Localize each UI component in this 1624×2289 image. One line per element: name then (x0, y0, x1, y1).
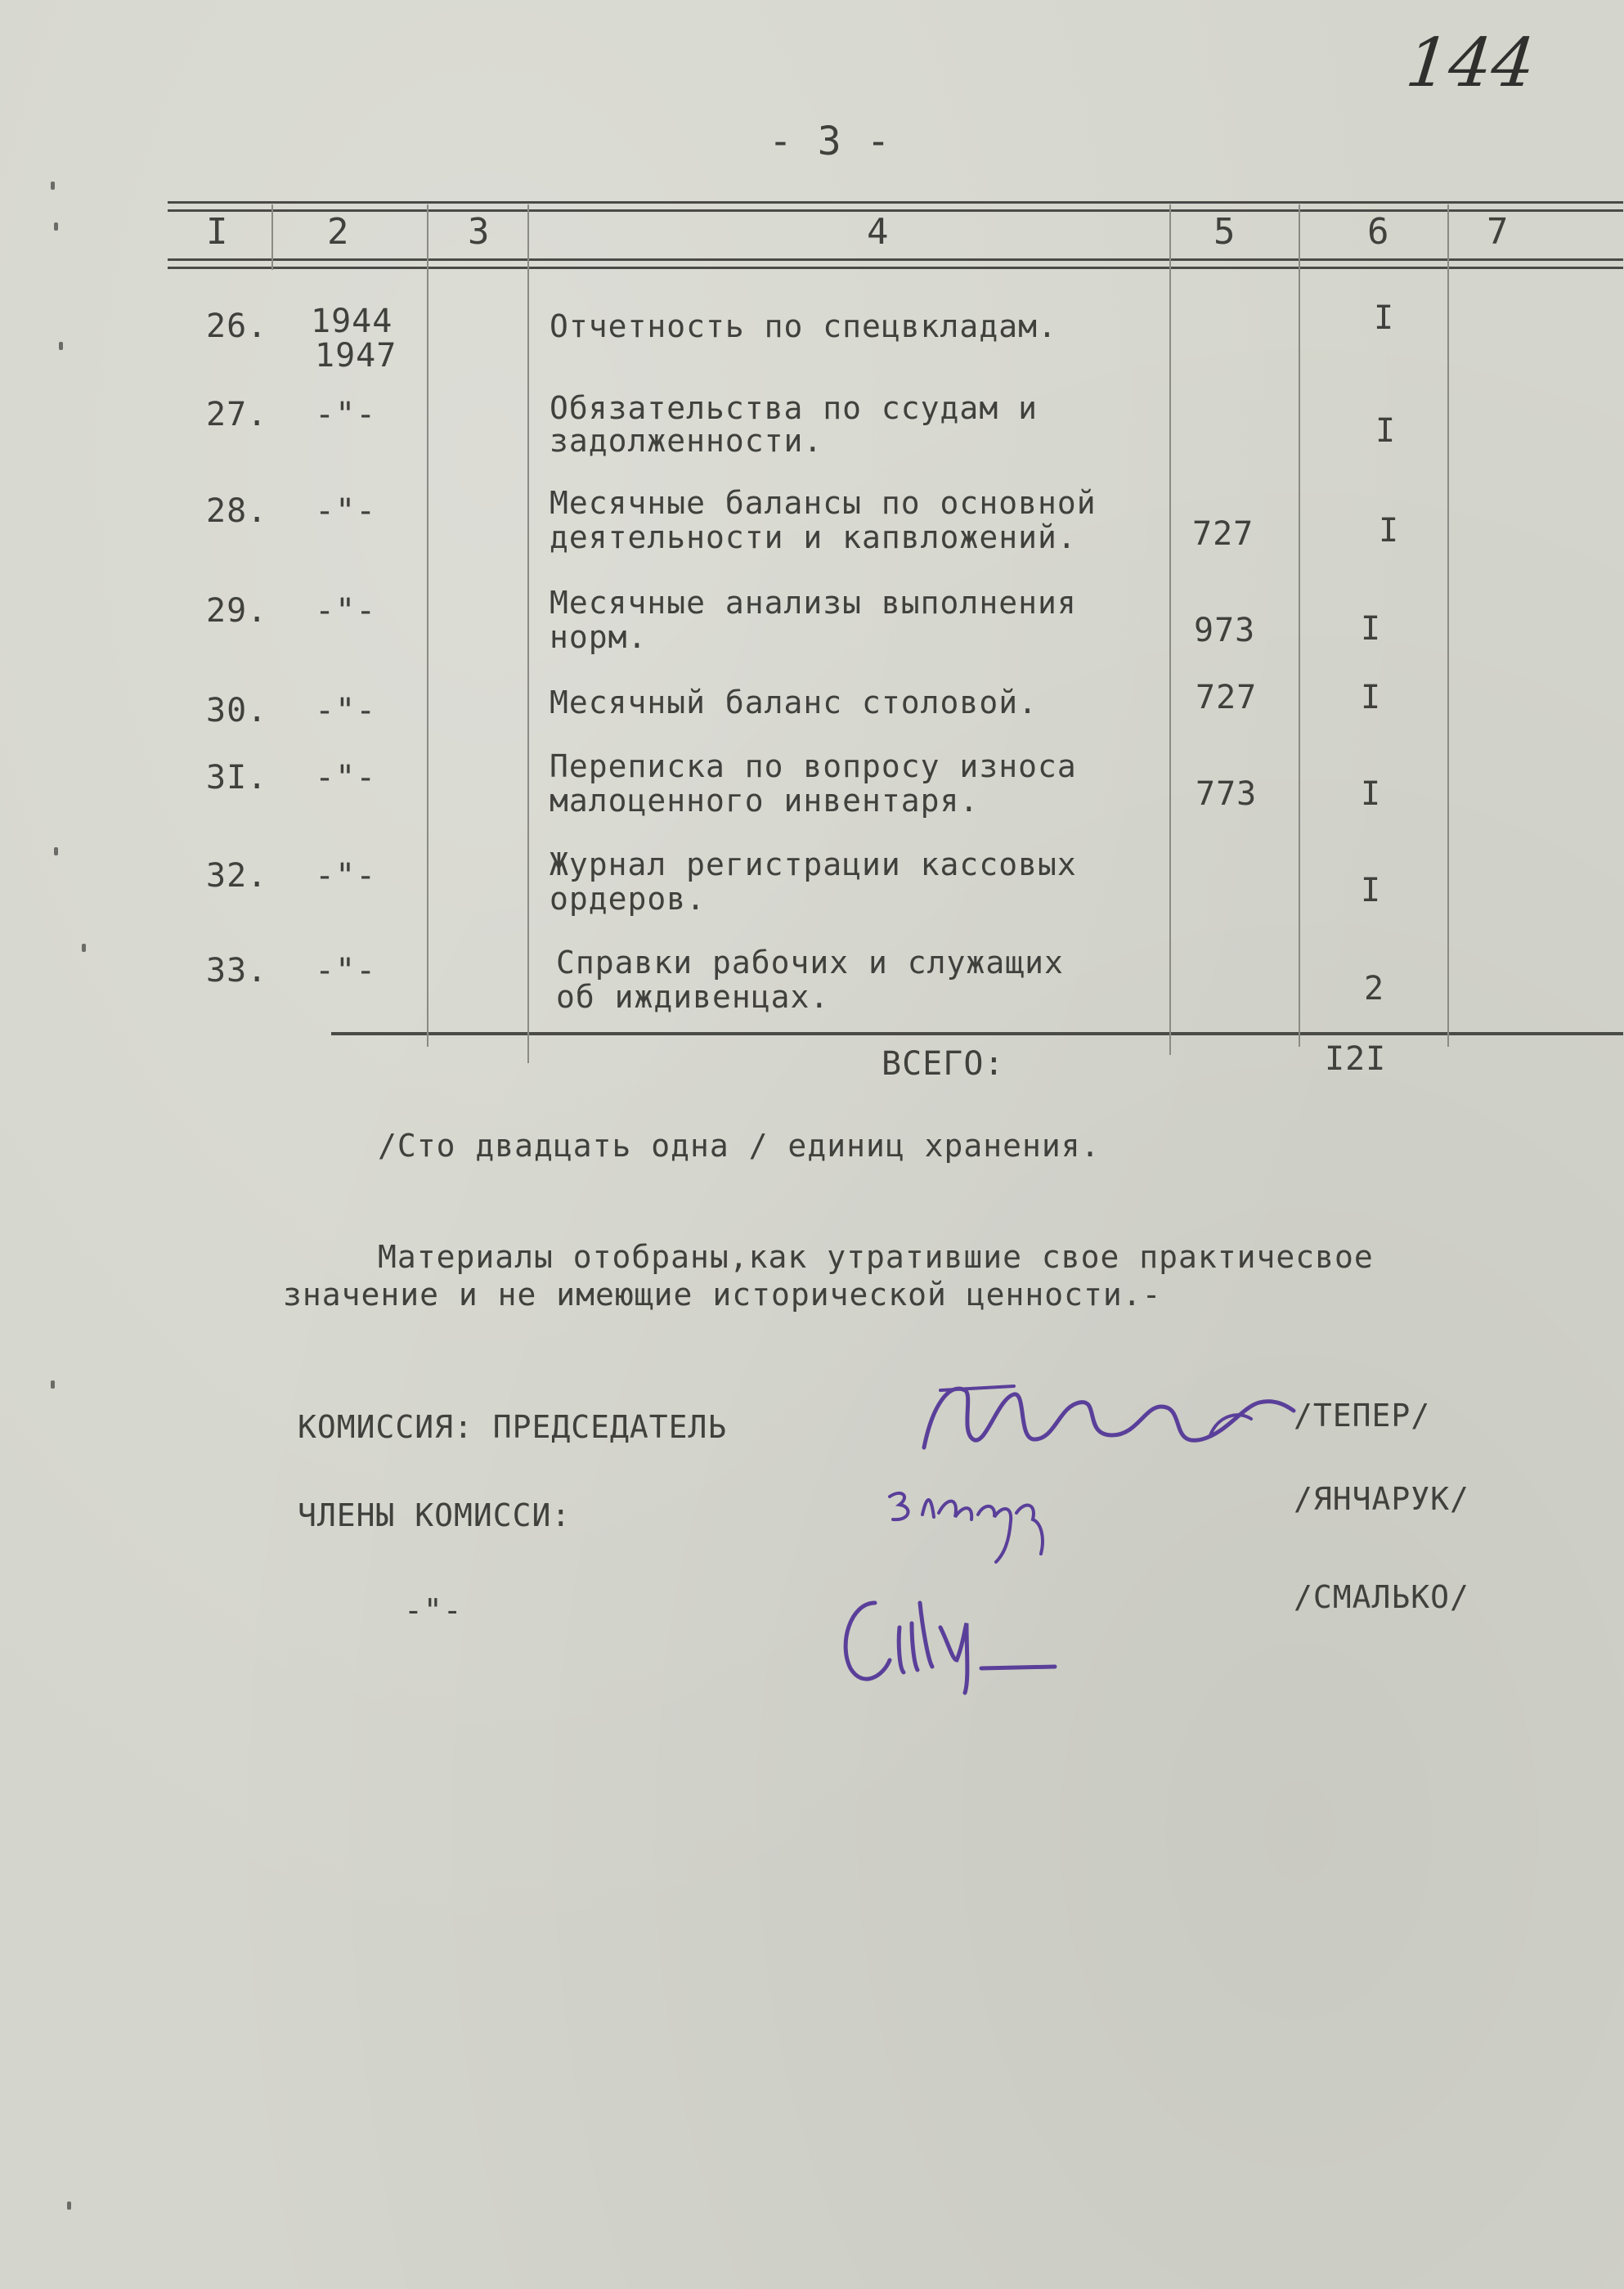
binding-mark (54, 847, 58, 855)
row-ditto: -"- (315, 592, 377, 630)
row-number: 33. (206, 952, 268, 990)
row-title: Отчетность по спецвкладам. (550, 308, 1057, 344)
row-count: I (1361, 872, 1382, 909)
row-count: I (1361, 775, 1382, 813)
row-code: 973 (1194, 612, 1256, 649)
column-header-7: 7 (1487, 211, 1510, 253)
statement-line-1: Материалы отобраны,как утратившие свое практичесвое (378, 1239, 1374, 1275)
row-title-line-2: норм. (550, 619, 648, 655)
row-count: I (1374, 299, 1395, 337)
row-number: 28. (206, 492, 268, 530)
row-number: 3I. (206, 759, 268, 797)
row-ditto: -"- (315, 857, 377, 895)
row-ditto: -"- (315, 492, 377, 530)
row-number: 29. (206, 592, 268, 630)
statement-line-2: значение и не имеющие исторической ценности.- (283, 1277, 1162, 1313)
binding-mark (51, 1380, 55, 1389)
row-count: I (1379, 512, 1400, 550)
commission-member-1-name: /ЯНЧАРУК/ (1294, 1481, 1469, 1517)
row-title-line-1: Справки рабочих и служащих (556, 945, 1064, 981)
row-year-start: 1944 (311, 303, 393, 340)
row-count: I (1361, 679, 1382, 716)
member-1-signature (882, 1472, 1061, 1570)
row-ditto: -"- (315, 396, 377, 433)
binding-mark (82, 944, 86, 952)
column-header-3: 3 (468, 211, 491, 253)
row-title-line-1: Обязательства по ссудам и (550, 390, 1038, 426)
column-header-6: 6 (1367, 211, 1390, 253)
column-header-5: 5 (1214, 211, 1236, 253)
commission-member-2-name: /СМАЛЬКО/ (1294, 1579, 1469, 1615)
column-header-1: I (206, 211, 229, 253)
row-title-line-1: Месячные балансы по основной (550, 485, 1097, 521)
row-number: 26. (206, 307, 268, 345)
row-title-line-1: Месячные анализы выполнения (550, 585, 1077, 621)
row-code: 773 (1196, 775, 1258, 813)
row-code: 727 (1196, 679, 1258, 716)
total-in-words: /Сто двадцать одна / единиц хранения. (378, 1128, 1101, 1164)
row-title-line-1: Переписка по вопросу износа (550, 748, 1077, 784)
row-number: 30. (206, 692, 268, 729)
total-value: I2I (1325, 1040, 1387, 1078)
chair-signature (916, 1358, 1300, 1472)
row-number: 32. (206, 857, 268, 895)
total-label: ВСЕГО: (882, 1045, 1005, 1083)
row-ditto: -"- (315, 692, 377, 729)
row-title-line-2: малоценного инвентаря. (550, 783, 980, 819)
commission-ditto: -"- (404, 1592, 463, 1628)
row-title: Месячный баланс столовой. (550, 684, 1038, 720)
row-title-line-2: ордеров. (550, 881, 707, 917)
binding-mark (51, 182, 55, 190)
binding-mark (59, 342, 63, 350)
row-title-line-2: задолженности. (550, 423, 823, 459)
row-title-line-2: деятельности и капвложений. (550, 519, 1077, 555)
row-title-line-2: об иждивенцах. (556, 979, 830, 1015)
row-ditto: -"- (315, 952, 377, 990)
row-year-end: 1947 (315, 337, 397, 375)
row-title-line-1: Журнал регистрации кассовых (550, 846, 1077, 882)
row-code: 727 (1192, 515, 1254, 553)
row-ditto: -"- (315, 759, 377, 797)
row-count: I (1375, 412, 1397, 450)
page-number: - 3 - (769, 119, 891, 164)
row-number: 27. (206, 396, 268, 433)
binding-mark (67, 2201, 71, 2210)
archive-sheet-number: 144 (1402, 25, 1539, 102)
row-count: 2 (1364, 970, 1385, 1008)
row-count: I (1361, 610, 1382, 648)
commission-members-label: ЧЛЕНЫ КОМИССИ: (298, 1497, 572, 1533)
column-header-4: 4 (867, 211, 890, 253)
commission-chair-label: КОМИССИЯ: ПРЕДСЕДАТЕЛЬ (298, 1409, 728, 1445)
binding-mark (54, 222, 58, 231)
member-2-signature (826, 1578, 1071, 1701)
commission-chair-name: /ТЕПЕР/ (1294, 1398, 1431, 1434)
column-header-2: 2 (327, 211, 350, 253)
